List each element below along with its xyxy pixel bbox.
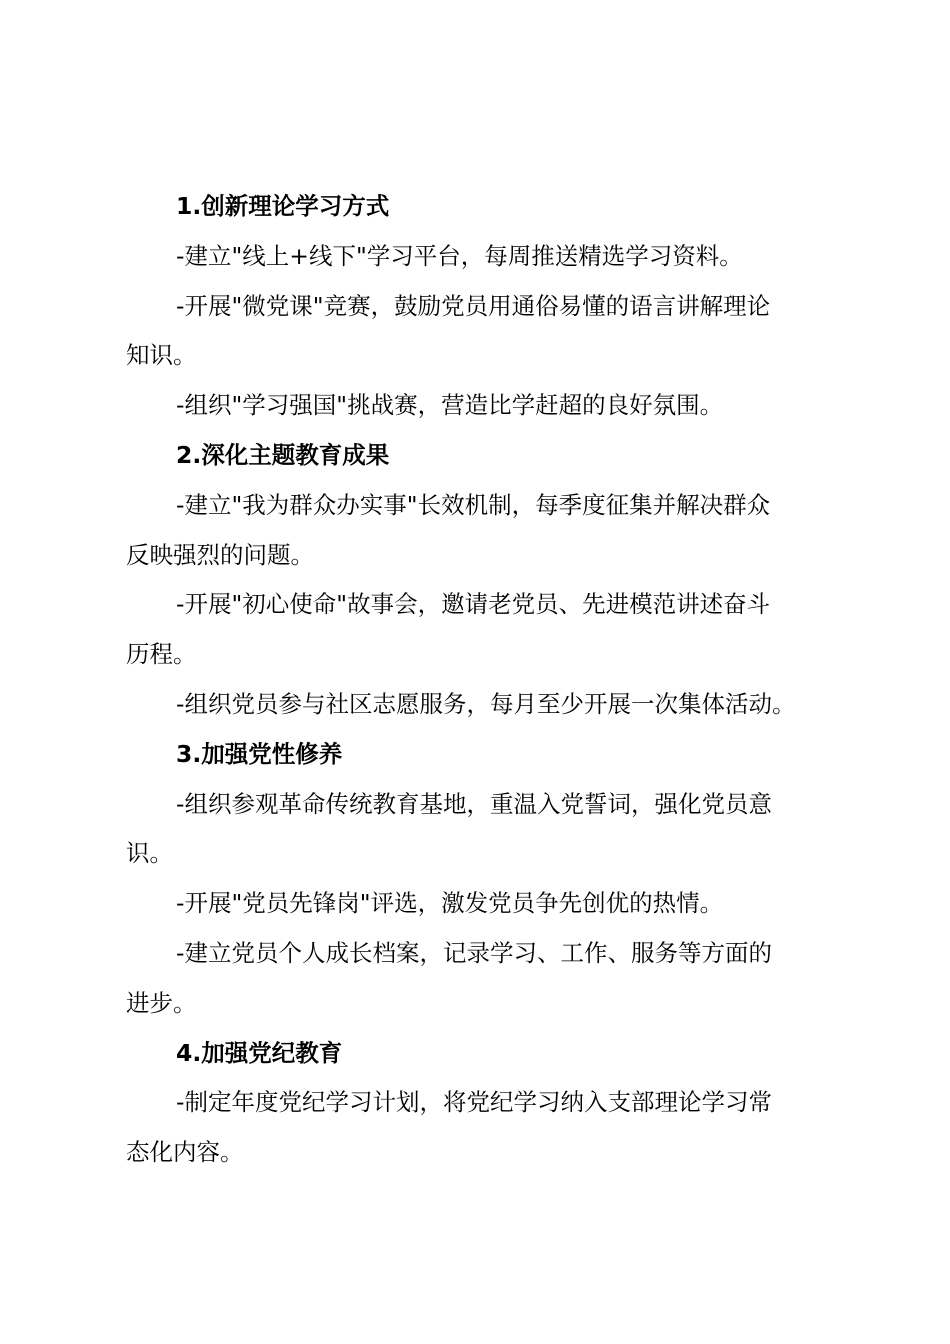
paragraph-line: 反映强烈的问题。 bbox=[126, 540, 314, 569]
paragraph bbox=[126, 680, 834, 730]
section-1 bbox=[126, 182, 834, 431]
paragraph-line: -建立"我为群众办实事"长效机制，每季度征集并解决群众 bbox=[176, 490, 771, 519]
section-heading: 1.创新理论学习方式 bbox=[176, 192, 390, 220]
paragraph bbox=[126, 879, 834, 929]
section-2 bbox=[126, 431, 834, 730]
paragraph-line: -开展"初心使命"故事会，邀请老党员、先进模范讲述奋斗 bbox=[176, 590, 771, 619]
paragraph-line: -组织参观革命传统教育基地，重温入党誓词，强化党员意 bbox=[176, 789, 772, 818]
section-heading: 3.加强党性修养 bbox=[176, 739, 343, 768]
paragraph bbox=[126, 780, 834, 880]
document-page bbox=[126, 182, 834, 1178]
paragraph bbox=[126, 282, 834, 382]
paragraph-line: 历程。 bbox=[126, 640, 197, 669]
paragraph-line: -建立"线上+线下"学习平台，每周推送精选学习资料。 bbox=[176, 241, 743, 270]
paragraph bbox=[126, 1078, 834, 1178]
paragraph-line: 态化内容。 bbox=[126, 1138, 244, 1167]
paragraph-line: 识。 bbox=[126, 839, 173, 868]
paragraph-line: 知识。 bbox=[126, 341, 197, 370]
section-4 bbox=[126, 1029, 834, 1178]
paragraph-line: -开展"党员先锋岗"评选，激发党员争先创优的热情。 bbox=[176, 889, 724, 918]
section-heading: 4.加强党纪教育 bbox=[176, 1038, 343, 1067]
paragraph bbox=[126, 381, 834, 431]
paragraph bbox=[126, 580, 834, 680]
paragraph-line: 进步。 bbox=[126, 988, 197, 1017]
section-heading: 2.深化主题教育成果 bbox=[176, 440, 390, 469]
paragraph-line: -建立党员个人成长档案，记录学习、工作、服务等方面的 bbox=[176, 938, 772, 967]
paragraph-line: -组织"学习强国"挑战赛，营造比学赶超的良好氛围。 bbox=[176, 391, 724, 420]
paragraph-line: -组织党员参与社区志愿服务，每月至少开展一次集体活动。 bbox=[176, 689, 796, 718]
paragraph-line: -开展"微党课"竞赛，鼓励党员用通俗易懂的语言讲解理论 bbox=[176, 291, 771, 320]
paragraph bbox=[126, 929, 834, 1029]
paragraph bbox=[126, 232, 834, 282]
section-3 bbox=[126, 730, 834, 1029]
paragraph-line: -制定年度党纪学习计划，将党纪学习纳入支部理论学习常 bbox=[176, 1088, 772, 1117]
paragraph bbox=[126, 481, 834, 581]
